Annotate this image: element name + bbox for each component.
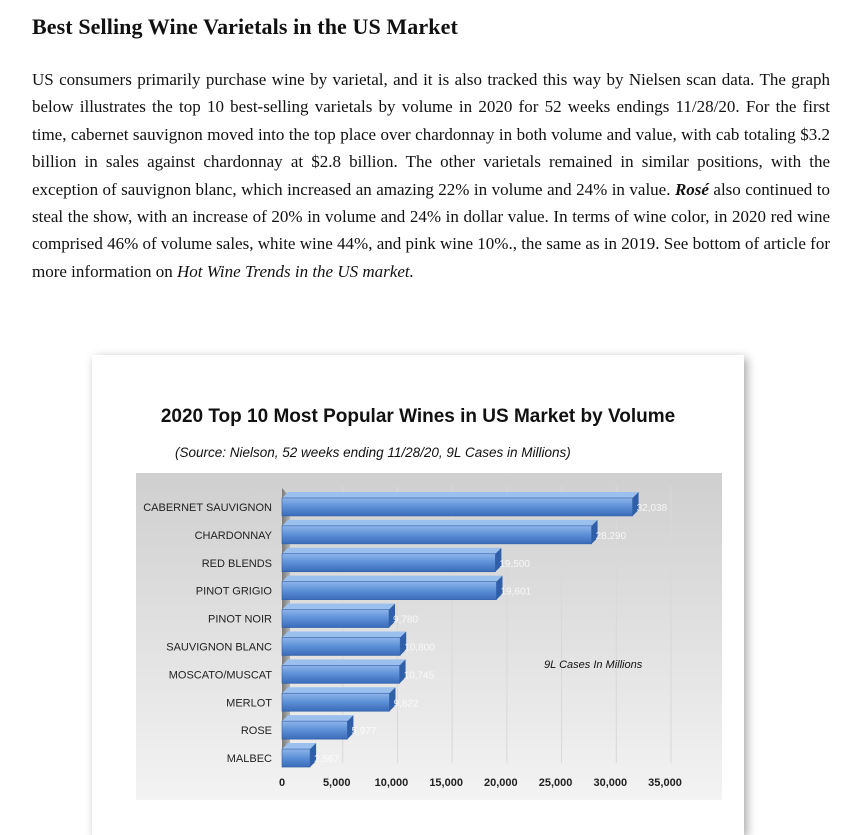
category-label: PINOT GRIGIO [195,585,272,598]
x-tick-label: 25,000 [538,777,573,789]
chart-title: 2020 Top 10 Most Popular Wines in US Market by Volume [160,406,676,427]
bar-top-face [282,687,395,693]
article-paragraph [32,66,830,285]
x-tick-label: 30,000 [593,777,628,789]
bar [282,637,400,655]
bar-top-face [282,743,316,749]
data-label: 5,977 [351,726,377,738]
bar [282,665,400,683]
category-label: SAUVIGNON BLANC [166,641,272,654]
category-label: RED BLENDS [201,557,272,570]
bar-chart [92,355,744,822]
bar-top-face [282,631,406,637]
bar-top-face [282,520,598,526]
x-tick-label: 5,000 [322,777,351,789]
bar-top-face [282,548,501,554]
x-tick-label: 0 [278,777,286,789]
x-tick-label: 20,000 [484,777,518,789]
chart-subtitle: (Source: Nielson, 52 weeks ending 11/28/20, 9L Cases in Millions) [175,445,571,460]
data-label: 9,780 [393,614,419,626]
bar-top-face [282,604,395,610]
x-tick-label: 15,000 [429,777,463,789]
rose-word: Rosé [674,179,709,199]
paragraph-text: US consumers primarily purchase wine by varietal, and it is also tracked this way by Nielsen scan data. The graph below illustrates the top 10 best-selling varietals by volume in 2020 for 52 weeks endings 11/28/20. For the first time, cabernet sauvignon moved into the top place over chardonnay in both volume and value, with cab totaling $3.2 billion in sales against chardonnay at $2.8 billion. The other varietals remained in similar positions, with the exception of sauvignon blanc, which increased an amazing 22% in volume and 24% in value. [32,70,830,199]
category-label: MERLOT [226,697,272,710]
data-label: 10,800 [404,642,435,654]
bar [282,526,592,544]
bar [282,749,310,767]
data-label: 19,500 [499,558,530,570]
bar [282,498,633,516]
chart-annotation: 9L Cases In Millions [544,659,643,671]
chart-frame [92,355,744,835]
bar-top-face [282,492,639,498]
category-label: MOSCATO/MUSCAT [168,669,272,682]
data-label: 28,290 [595,530,627,542]
bar-top-face [282,659,406,665]
category-label: MALBEC [226,753,272,766]
category-label: ROSE [240,725,272,738]
hot-wine-trends-link[interactable]: Hot Wine Trends in the US market. [176,261,414,281]
x-tick-label: 35,000 [648,777,682,789]
x-tick-label: 10,000 [374,777,409,789]
data-label: 9,822 [393,698,419,710]
category-label: CHARDONNAY [194,529,272,542]
data-label: 32,038 [636,502,668,514]
data-label: 2,567 [314,754,340,766]
bar [282,554,495,572]
category-label: PINOT NOIR [208,613,272,626]
paragraph-text-continued: also continued to steal the show, with an increase of 20% in volume and 24% in dollar value. In terms of wine color, in 2020 red wine comprised 46% of volume sales, white wine 44%, and pink wine 10%., the same as in 2019. See bottom of article for more information on [32,179,830,281]
bar [282,721,347,739]
bar [282,582,496,600]
article-heading: Best Selling Wine Varietals in the US Market [32,14,458,39]
data-label: 19,601 [500,586,532,598]
bar [282,693,389,711]
bar [282,610,389,628]
bar-top-face [282,576,502,582]
category-label: CABERNET SAUVIGNON [143,501,272,514]
data-label: 10,745 [403,670,435,682]
bar-top-face [282,715,353,721]
